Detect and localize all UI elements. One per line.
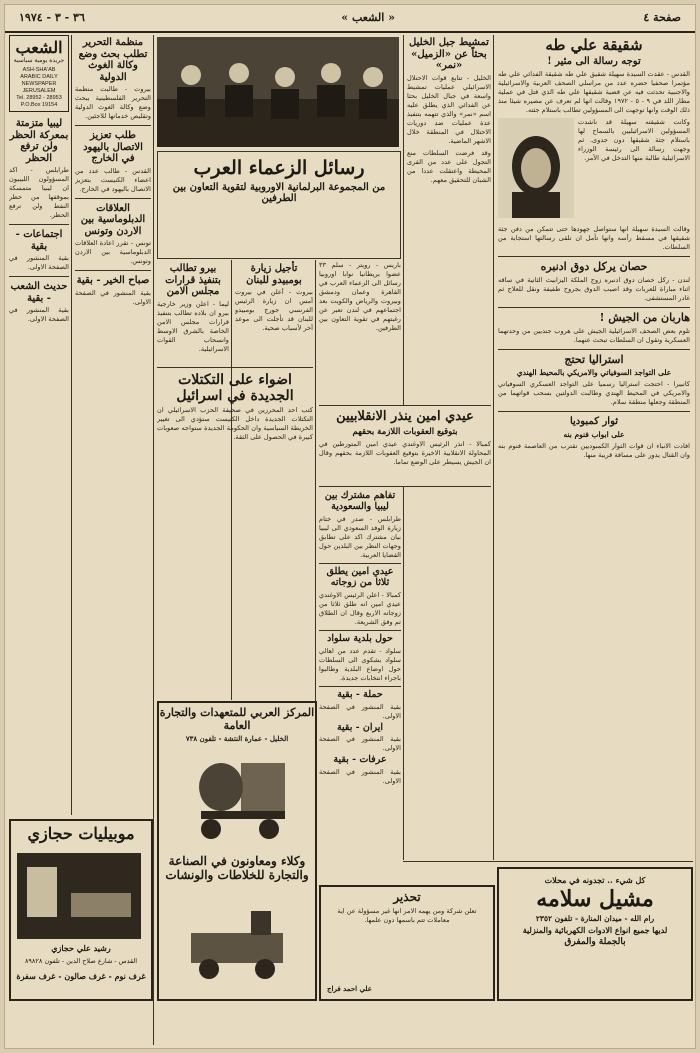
masthead-tagline: جريدة يومية سياسية xyxy=(13,57,65,64)
article-iran-cont: بقية المنشور في الصفحة الاولى. xyxy=(319,735,401,753)
subhead-sister: توجه رسالة الى مئير ! xyxy=(547,56,641,68)
headline-libya-saudi: تفاهم مشترك بين ليبيا والسعودية xyxy=(324,490,396,512)
article-horse-body: لندن - ركل حصان دوق ادنبره زوج الملكة اليزابيث الثانية في ساقه اثناء مباراة للعربات وقد اصيب الدوق بجروح طفيفة ونقل للعلاج ثم غادر المستشفى. xyxy=(498,275,690,302)
article-silwad-body: سلواد - تقدم عدد من اهالي سلواد بشكوى الى السلطات حول اوضاع البلدية وطالبوا باجراء انتخابات جديدة. xyxy=(319,646,401,682)
article-libya-saudi-body: طرابلس - صدر في ختام زيارة الوفد السعودي الى ليبيا بيان مشترك اكد على تطابق وجهات النظر بين البلدين حول القضايا العربية. xyxy=(319,514,401,559)
article-australia-body: كانبيرا - احتجت استراليا رسميا على التواجد العسكري السوفياتي والامريكي في المحيط الهندي وطالبت الدولتين بسحب قواتهما من المنطقة وجعلها منطقة سلام. xyxy=(498,380,690,407)
column-5 xyxy=(75,35,151,815)
article-jews-abroad-body: القدس - طالب عدد من اعضاء الكنيست بتعزيز الاتصال باليهود في الخارج. xyxy=(75,166,151,193)
newspaper-page xyxy=(4,4,696,1049)
mixer-machine-icon xyxy=(181,753,293,843)
headline-arafat-cont: عرفات - بقية xyxy=(333,754,387,766)
ad-hijazi-name: رشيد علي حجازي xyxy=(51,943,111,953)
column-3-lower xyxy=(319,489,401,859)
headline-cambodia: ثوار كمبوديا xyxy=(569,416,619,428)
headline-jews-abroad: طلب تعزيز الاتصال باليهود في الخارج xyxy=(83,130,143,164)
furniture-photo xyxy=(17,853,141,939)
subhead-australia: على التواجد السوفياتي والامريكي بالمحيط الهندي xyxy=(516,368,672,378)
column-6 xyxy=(9,35,69,815)
headline-deserters: هاربان من الجيش ! xyxy=(599,310,690,324)
headline-australia: استراليا تحتج xyxy=(564,352,624,366)
page-header xyxy=(5,5,695,33)
headline-hebron: تمشيط جبل الخليل بحثاً عن «الزميل» «نمر» xyxy=(409,37,489,71)
masthead-english-4: JERUSALEM xyxy=(22,88,56,94)
portrait-photo xyxy=(498,118,574,218)
ad-hijazi-items: غرف نوم - غرف صالون - غرف سفرة xyxy=(16,971,146,981)
article-amin-wives-body: كمبالا - اعلن الرئيس الاوغندي عيدي امين انه طلق ثلاثا من زوجاته الاربع وقال ان الطلاق تم وفق الشريعة. xyxy=(319,590,401,626)
article-people-talk: بقية المنشور في الصفحة الاولى. xyxy=(9,306,69,323)
ad-salameh-title: مشيل سلامه xyxy=(536,886,654,912)
ad-hijazi-furniture xyxy=(9,819,153,1001)
article-jordan-tunisia-body: تونس - تقرر اعادة العلاقات الدبلوماسية بين الاردن وتونس. xyxy=(75,239,151,265)
ad-warning-body: تعلن شركة ومن يهمه الامر انها غير مسؤولة عن اية معاملات تتم باسمها دون علمها. xyxy=(337,906,477,924)
article-israel-blocs-body: كتب احد المحررين في صحيفة الحزب الاسرائيلي ان التكتلات الجديدة داخل الكنيست ستؤدي الى تغيير الخريطة السياسية وان الحكومة الجديدة ستواجه صعوبات كبيرة في الحصول على الثقة. xyxy=(157,406,313,442)
article-idi-amin-body: كمبالا - انذر الرئيس الاوغندي عيدي امين المتورطين في المحاولة الانقلابية الاخيرة بتوقيع العقوبات اللازمة بحقهم وقال ان الجيش يسيطر على الوضع تماما. xyxy=(319,439,491,466)
ad-salameh-line3: بالجملة والمفرق xyxy=(564,937,626,948)
ad-salameh-line2: لديها جميع انواع الادوات الكهربائية والمنزلية xyxy=(522,925,668,936)
article-cambodia-body: افادت الانباء ان قوات الثوار الكمبوديين تقترب من العاصمة فنوم بنه وان القتال يدور على مسافة قريبة منها. xyxy=(498,441,690,459)
article-arafat-cont: بقية المنشور في الصفحة الاولى. xyxy=(319,768,401,786)
ad-warning xyxy=(319,885,495,1001)
subhead-cambodia: على ابواب فنوم بنه xyxy=(563,429,625,439)
headline-morning-cont: صباح الخير - بقية xyxy=(76,275,150,286)
masthead-title: الشعب xyxy=(15,38,63,57)
arab-leaders-box xyxy=(157,151,401,259)
headline-amin-wives: عيدي امين يطلق ثلاثا من زوجاته xyxy=(326,565,394,588)
ad-arab-center xyxy=(157,701,317,1001)
column-1 xyxy=(498,35,690,860)
headline-iran-cont: ايران - بقية xyxy=(336,721,384,733)
ad-arab-center-address: الخليل - عمارة النتشة - تلفون ٧٣٨ xyxy=(185,734,289,744)
article-pompidou-body: بيروت - أعلن في بيروت أمس ان زيارة الرئيس الفرنسي جورج بومبيدو للبنان قد تأجلت الى موعد آخر لأسباب صحية. xyxy=(235,288,313,332)
headline-plo: منظمة التحرير تطلب بحث وضع وكالة الغوث الدولية xyxy=(78,37,148,83)
headline-jordan-tunisia: العلاقات الدبلوماسية بين الاردن وتونس xyxy=(80,202,146,237)
ad-salameh-line1: رام الله - ميدان المنارة - تلفون ٢٣٥٢ xyxy=(535,914,655,924)
winch-machine-icon xyxy=(181,903,293,983)
ad-arab-center-slogan: وكلاء ومعاونون في الصناعة والتجارة للخلاطات والونشات xyxy=(165,854,309,882)
ad-hijazi-title: موبيليات حجازي xyxy=(27,824,135,843)
paper-name: « الشعب » xyxy=(341,11,395,24)
israel-blocs-article xyxy=(157,367,313,698)
page-number: صفحة ٤ xyxy=(643,11,681,24)
ad-warning-title: تحذير xyxy=(393,890,421,904)
masthead-english-2: ARABIC DAILY xyxy=(20,74,58,80)
headline-sister: شقيقة علي طه xyxy=(545,36,643,54)
article-hebron-body-2: وقد فرضت السلطات منع التجول على عدد من القرى المحيطة واعتقلت عددا من الشبان للتحقيق معهم. xyxy=(407,148,491,184)
article-plo-body: بيروت - طالبت منظمة التحرير الفلسطينية ببحث وضع وكالة الغوث الدولية وتقليص خدماتها للاجئين. xyxy=(75,85,151,120)
idi-amin-article xyxy=(319,405,491,487)
article-meetings-cont: بقية المنشور في الصفحة الاولى. xyxy=(9,254,69,271)
headline-campaign-cont: حملة - بقية xyxy=(337,688,383,700)
article-deserters-body: تلوم بعض الصحف الاسرائيلية الجيش على هروب جنديين من وحدتهما العسكرية وتقول ان السلطات تبحث عنهما. xyxy=(498,326,690,344)
subhead-arab-leaders: من المجموعة البرلمانية الاوروبية لتقوية التعاون بين الطرفين xyxy=(172,181,386,205)
article-hebron-body: الخليل - تتابع قوات الاحتلال الاسرائيلي عمليات تمشيط واسعة في جبال الخليل بحثا عن الفدائي الذي يطلق عليه اسم «نمر» والذي تتهمه بتنفيذ عدة عمليات ضد دوريات الاحتلال في المنطقة خلال الاشهر الماضية. xyxy=(407,73,491,145)
column-3 xyxy=(319,261,401,403)
headline-silwad: حول بلدية سلواد xyxy=(327,632,393,644)
article-sister-body-2: وكانت شقيقته سهيلة قد ناشدت المسؤولين الاسرائيليين بالسماح لها باستلام جثة شقيقها دون جدوى. ثم وجهت رسالة الى رئيسة الوزراء الاسرائيلية طالبة منها التدخل في الأمر. xyxy=(578,118,690,163)
headline-pompidou: تأجيل زيارة بومبيدو للبنان xyxy=(246,263,302,286)
headline-people-talk: حديث الشعب - بقية xyxy=(10,281,68,304)
ad-warning-signature: علي احمد فراج xyxy=(327,984,372,993)
article-libya-ban-body: طرابلس - اكد المسؤولون الليبيون ان ليبيا متمسكة بموقفها من حظر النفط ولن ترفع الحظر. xyxy=(9,166,69,219)
article-morning-cont: بقية المنشور في الصفحة الاولى. xyxy=(75,288,151,306)
headline-arab-leaders: رسائل الزعماء العرب xyxy=(193,157,365,179)
masthead-tel: Tel. 28952 - 28953 xyxy=(16,95,62,101)
article-sister-body: القدس - عقدت السيدة سهيلة شقيق علي طه شقيقة الفدائي علي طه مؤتمرا صحفيا حضره عدد من مراسلي الصحف العربية والاسرائيلية والاجنبية تحدثت فيه عن قضية شقيقها علي طه الذي قتل في عملية مطار اللد في ٩ - ٥ - ١٩٧٢ وقالت انها لم تعرف عن مصيره شيئا منذ ذلك الوقت وانها توجهت الى المسؤولين تطالب باستلام جثته. xyxy=(498,70,690,115)
column-4 xyxy=(157,261,229,371)
news-photo-meeting xyxy=(157,37,399,147)
article-arab-leaders-body: باريس - رويتر - سلم ٣٣ عضوا بريطانيا نوابا اوروبيا رسائل الى الزعماء العرب في القاهرة وعمان ودمشق وبيروت والرياض والكويت بعد اجتماعهم في لندن تعبر عن رغبتهم في تقوية التعاون بين الطرفين. xyxy=(319,261,401,332)
article-campaign-cont: بقية المنشور في الصفحة الاولى. xyxy=(319,702,401,720)
ad-hijazi-address: القدس - شارع صلاح الدين - تلفون ٨٩٨٢٨ xyxy=(24,957,138,965)
headline-idi-amin: عيدي امين ينذر الانقلابيين xyxy=(336,409,474,424)
issue-date: ٣٦ - ٣ - ١٩٧٤ xyxy=(19,11,85,24)
headline-libya-ban: ليبيا متزمتة بمعركة الحظر ولن ترفع الحظر xyxy=(9,118,69,164)
ad-michel-salameh xyxy=(497,867,693,1001)
headline-horse: حصان يركل دوق ادنبره xyxy=(540,260,648,274)
subhead-idi-amin: بتوقيع العقوبات اللازمة بحقهم xyxy=(352,426,458,437)
headline-meetings-cont: اجتماعات - بقية xyxy=(15,229,63,252)
ad-arab-center-title: المركز العربي للمتعهدات والتجارة العامة xyxy=(159,706,315,732)
masthead-pobox: P.O.Box 19154 xyxy=(20,102,58,108)
headline-israel-blocs: اضواء على التكتلات الجديدة في اسرائيل xyxy=(176,372,294,405)
article-peru-body: ليما - اعلن وزير خارجية بيرو ان بلاده تطالب بتنفيذ قرارات مجلس الامن الخاصة بالشرق الاوسط وانسحاب القوات الاسرائيلية. xyxy=(157,299,229,353)
headline-peru: بيرو تطالب بتنفيذ قرارات مجلس الامن xyxy=(165,263,221,297)
ad-salameh-top: كل شيء .. تجدونه في محلات xyxy=(544,875,646,885)
masthead-english-3: NEWSPAPER xyxy=(21,81,57,87)
masthead-box xyxy=(9,35,69,112)
masthead-english-1: ASH-SHA'AB xyxy=(22,67,56,73)
article-sister-body-3: وقالت السيدة سهيلة انها ستواصل جهودها حتى تتمكن من دفن جثة شقيقها في مسقط رأسه وانها تأمل ان تلقى رسالتها استجابة من السلطات. xyxy=(498,225,690,252)
